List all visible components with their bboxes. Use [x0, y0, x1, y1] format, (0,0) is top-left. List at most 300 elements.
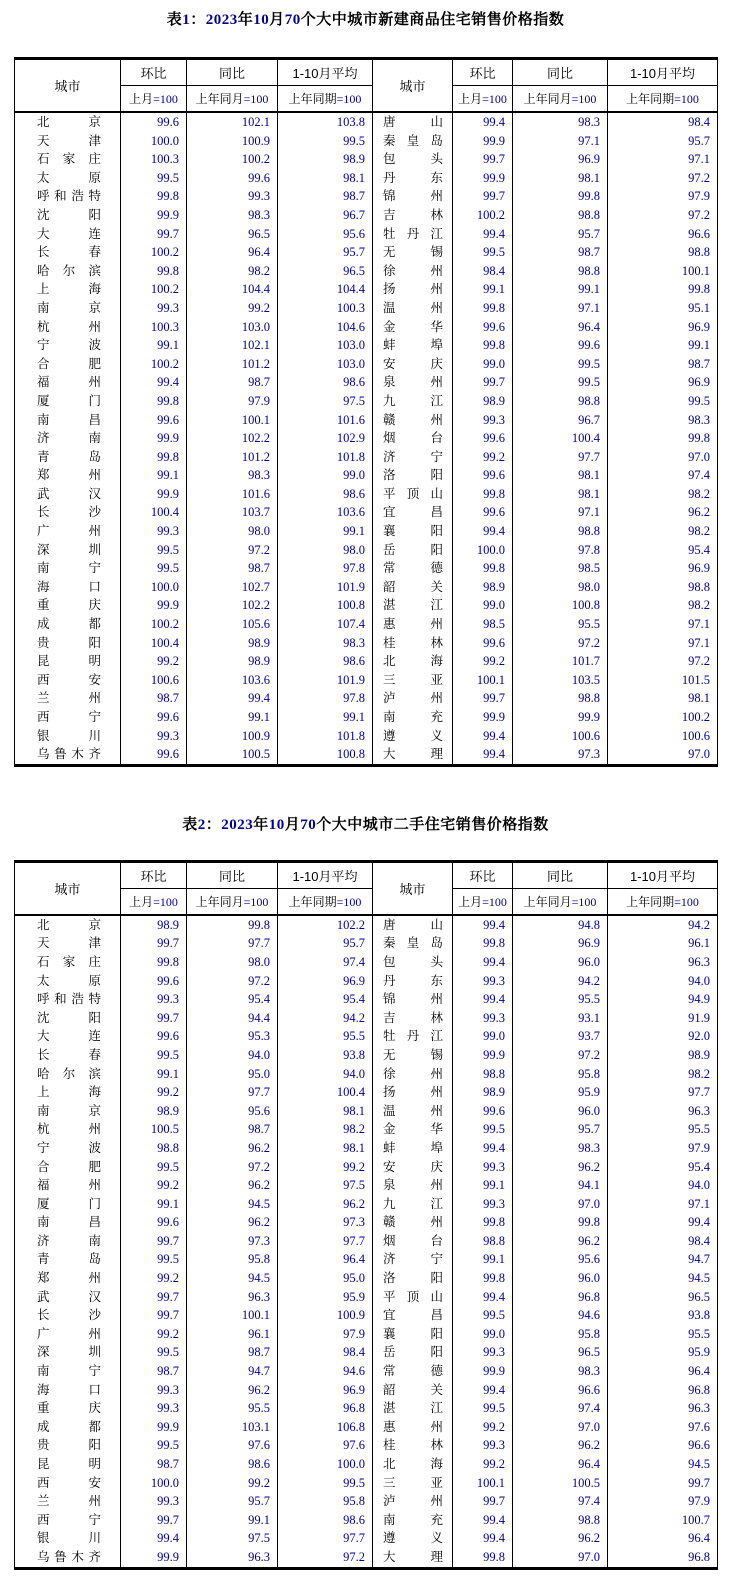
city-name-cell: 赣州	[373, 1213, 453, 1232]
city-name-cell: 平顶山	[373, 1288, 453, 1307]
avg-value-cell: 99.5	[278, 132, 373, 151]
avg-value-cell: 100.9	[278, 1306, 373, 1325]
yoy-value-cell: 96.3	[187, 1288, 278, 1307]
mom-value-cell: 99.8	[121, 953, 187, 972]
yoy-value-cell: 103.5	[513, 671, 608, 690]
col-base-mom-left: 上月=100	[121, 888, 187, 915]
city-name-cell: 哈尔滨	[15, 1065, 121, 1084]
yoy-value-cell: 97.4	[513, 1492, 608, 1511]
city-name-cell: 武汉	[15, 485, 121, 504]
city-name-cell: 西安	[15, 1474, 121, 1493]
yoy-value-cell: 95.8	[187, 1250, 278, 1269]
city-name-cell: 九江	[373, 1195, 453, 1214]
mom-value-cell: 99.7	[453, 187, 513, 206]
city-name-cell: 呼和浩特	[15, 187, 121, 206]
city-name-cell: 锦州	[373, 990, 453, 1009]
yoy-value-cell: 100.2	[187, 150, 278, 169]
city-row	[15, 1492, 718, 1511]
avg-value-cell: 95.7	[278, 934, 373, 953]
city-name-cell: 泸州	[373, 689, 453, 708]
city-name-cell: 上海	[15, 280, 121, 299]
avg-value-cell: 95.1	[608, 299, 718, 318]
avg-value-cell: 97.2	[608, 652, 718, 671]
yoy-value-cell: 98.5	[513, 559, 608, 578]
mom-value-cell: 99.8	[453, 485, 513, 504]
mom-value-cell: 99.1	[453, 280, 513, 299]
mom-value-cell: 99.5	[453, 243, 513, 262]
city-row	[15, 355, 718, 374]
mom-value-cell: 99.8	[453, 299, 513, 318]
avg-value-cell: 98.2	[608, 596, 718, 615]
avg-value-cell: 100.8	[278, 596, 373, 615]
avg-value-cell: 97.9	[608, 1139, 718, 1158]
mom-value-cell: 99.6	[121, 745, 187, 765]
city-name-cell: 广州	[15, 522, 121, 541]
avg-value-cell: 98.8	[608, 578, 718, 597]
city-name-cell: 天津	[15, 934, 121, 953]
avg-value-cell: 98.2	[608, 1065, 718, 1084]
yoy-value-cell: 96.9	[513, 150, 608, 169]
city-name-cell: 无锡	[373, 1046, 453, 1065]
col-base-mom-right: 上月=100	[453, 888, 513, 915]
yoy-value-cell: 96.2	[513, 1232, 608, 1251]
avg-value-cell: 98.7	[608, 355, 718, 374]
yoy-value-cell: 95.7	[187, 1492, 278, 1511]
city-row	[15, 708, 718, 727]
col-header-yoy-right: 同比	[513, 59, 608, 86]
city-name-cell: 牡丹江	[373, 225, 453, 244]
avg-value-cell: 97.2	[608, 169, 718, 188]
city-row	[15, 1436, 718, 1455]
avg-value-cell: 97.6	[278, 1436, 373, 1455]
mom-value-cell: 99.1	[121, 1195, 187, 1214]
city-row	[15, 1306, 718, 1325]
mom-value-cell: 99.2	[121, 1269, 187, 1288]
yoy-value-cell: 97.6	[187, 1436, 278, 1455]
city-name-cell: 吉林	[373, 206, 453, 225]
city-row	[15, 1009, 718, 1028]
yoy-value-cell: 98.6	[187, 1455, 278, 1474]
yoy-value-cell: 94.1	[513, 1176, 608, 1195]
mom-value-cell: 99.9	[453, 1362, 513, 1381]
yoy-value-cell: 99.8	[513, 1213, 608, 1232]
mom-value-cell: 99.2	[453, 1455, 513, 1474]
city-name-cell: 贵阳	[15, 634, 121, 653]
avg-value-cell: 96.2	[608, 503, 718, 522]
city-name-cell: 厦门	[15, 392, 121, 411]
city-row	[15, 727, 718, 746]
mom-value-cell: 98.8	[121, 1139, 187, 1158]
avg-value-cell: 97.5	[278, 392, 373, 411]
avg-value-cell: 98.2	[608, 485, 718, 504]
city-name-cell: 银川	[15, 1529, 121, 1548]
city-name-cell: 蚌埠	[373, 336, 453, 355]
mom-value-cell: 98.9	[121, 1102, 187, 1121]
avg-value-cell: 100.3	[278, 299, 373, 318]
avg-value-cell: 98.6	[278, 485, 373, 504]
city-row	[15, 541, 718, 560]
city-row	[15, 1046, 718, 1065]
avg-value-cell: 96.5	[278, 262, 373, 281]
col-base-avg-right: 上年同期=100	[608, 86, 718, 113]
avg-value-cell: 98.1	[608, 689, 718, 708]
col-base-avg-left: 上年同期=100	[278, 888, 373, 915]
yoy-value-cell: 96.2	[187, 1213, 278, 1232]
city-row	[15, 318, 718, 337]
city-row	[15, 1381, 718, 1400]
city-name-cell: 包头	[373, 150, 453, 169]
city-row	[15, 392, 718, 411]
yoy-value-cell: 103.0	[187, 318, 278, 337]
city-name-cell: 重庆	[15, 1399, 121, 1418]
mom-value-cell: 99.1	[453, 1250, 513, 1269]
yoy-value-cell: 96.2	[513, 1529, 608, 1548]
city-name-cell: 深圳	[15, 1343, 121, 1362]
avg-value-cell: 95.9	[278, 1288, 373, 1307]
city-row	[15, 1083, 718, 1102]
avg-value-cell: 99.8	[608, 280, 718, 299]
city-row	[15, 972, 718, 991]
avg-value-cell: 99.5	[278, 1474, 373, 1493]
yoy-value-cell: 98.7	[187, 1120, 278, 1139]
mom-value-cell: 99.3	[121, 727, 187, 746]
city-name-cell: 三亚	[373, 1474, 453, 1493]
avg-value-cell: 96.9	[608, 559, 718, 578]
mom-value-cell: 99.0	[453, 1027, 513, 1046]
avg-value-cell: 97.8	[278, 689, 373, 708]
mom-value-cell: 99.1	[121, 1065, 187, 1084]
avg-value-cell: 100.4	[278, 1083, 373, 1102]
yoy-value-cell: 98.3	[187, 466, 278, 485]
yoy-value-cell: 97.0	[513, 1418, 608, 1437]
mom-value-cell: 99.4	[453, 745, 513, 765]
yoy-value-cell: 99.9	[513, 708, 608, 727]
yoy-value-cell: 96.7	[513, 411, 608, 430]
yoy-value-cell: 100.9	[187, 727, 278, 746]
yoy-value-cell: 102.7	[187, 578, 278, 597]
avg-value-cell: 96.4	[608, 1362, 718, 1381]
yoy-value-cell: 94.2	[513, 972, 608, 991]
mom-value-cell: 99.5	[121, 1436, 187, 1455]
city-name-cell: 西宁	[15, 708, 121, 727]
city-name-cell: 丹东	[373, 169, 453, 188]
yoy-value-cell: 102.1	[187, 112, 278, 132]
mom-value-cell: 99.4	[453, 1511, 513, 1530]
city-name-cell: 唐山	[373, 112, 453, 132]
yoy-value-cell: 98.8	[513, 522, 608, 541]
avg-value-cell: 99.7	[608, 1474, 718, 1493]
city-name-cell: 杭州	[15, 318, 121, 337]
yoy-value-cell: 94.5	[187, 1269, 278, 1288]
city-name-cell: 洛阳	[373, 466, 453, 485]
table-header	[15, 59, 718, 113]
city-row	[15, 1065, 718, 1084]
city-name-cell: 沈阳	[15, 206, 121, 225]
yoy-value-cell: 96.3	[187, 1548, 278, 1568]
mom-value-cell: 99.5	[453, 1306, 513, 1325]
city-name-cell: 泸州	[373, 1492, 453, 1511]
city-row	[15, 1195, 718, 1214]
avg-value-cell: 98.4	[278, 1343, 373, 1362]
yoy-value-cell: 104.4	[187, 280, 278, 299]
city-row	[15, 1158, 718, 1177]
city-name-cell: 遵义	[373, 1529, 453, 1548]
avg-value-cell: 98.3	[608, 411, 718, 430]
city-name-cell: 泉州	[373, 373, 453, 392]
col-base-yoy-right: 上年同月=100	[513, 888, 608, 915]
avg-value-cell: 91.9	[608, 1009, 718, 1028]
city-name-cell: 北海	[373, 652, 453, 671]
city-row	[15, 1474, 718, 1493]
mom-value-cell: 99.1	[453, 1176, 513, 1195]
city-row	[15, 1250, 718, 1269]
yoy-value-cell: 96.0	[513, 1102, 608, 1121]
yoy-value-cell: 100.5	[187, 745, 278, 765]
city-row	[15, 1269, 718, 1288]
city-row	[15, 596, 718, 615]
yoy-value-cell: 98.2	[187, 262, 278, 281]
city-name-cell: 桂林	[373, 634, 453, 653]
yoy-value-cell: 95.5	[513, 990, 608, 1009]
city-row	[15, 112, 718, 132]
avg-value-cell: 97.7	[608, 1083, 718, 1102]
mom-value-cell: 99.2	[453, 448, 513, 467]
col-base-yoy-left: 上年同月=100	[187, 86, 278, 113]
city-row	[15, 132, 718, 151]
city-name-cell: 大连	[15, 225, 121, 244]
yoy-value-cell: 99.1	[187, 1511, 278, 1530]
avg-value-cell: 97.9	[608, 187, 718, 206]
city-name-cell: 乌鲁木齐	[15, 1548, 121, 1568]
city-name-cell: 兰州	[15, 1492, 121, 1511]
yoy-value-cell: 98.7	[187, 559, 278, 578]
yoy-value-cell: 96.4	[513, 1455, 608, 1474]
avg-value-cell: 96.9	[608, 318, 718, 337]
table2-section	[0, 813, 731, 1570]
city-name-cell: 丹东	[373, 972, 453, 991]
mom-value-cell: 99.3	[121, 522, 187, 541]
avg-value-cell: 92.0	[608, 1027, 718, 1046]
yoy-value-cell: 102.2	[187, 429, 278, 448]
yoy-value-cell: 97.2	[187, 1158, 278, 1177]
mom-value-cell: 99.3	[121, 1492, 187, 1511]
yoy-value-cell: 100.9	[187, 132, 278, 151]
mom-value-cell: 100.0	[121, 578, 187, 597]
yoy-value-cell: 99.8	[513, 187, 608, 206]
avg-value-cell: 95.4	[608, 541, 718, 560]
city-name-cell: 南宁	[15, 1362, 121, 1381]
yoy-value-cell: 99.4	[187, 689, 278, 708]
avg-value-cell: 97.5	[278, 1176, 373, 1195]
city-row	[15, 299, 718, 318]
city-name-cell: 宜昌	[373, 1306, 453, 1325]
yoy-value-cell: 96.1	[187, 1325, 278, 1344]
mom-value-cell: 99.8	[453, 336, 513, 355]
city-name-cell: 温州	[373, 299, 453, 318]
col-base-avg-right: 上年同期=100	[608, 888, 718, 915]
avg-value-cell: 97.9	[278, 1325, 373, 1344]
city-name-cell: 赣州	[373, 411, 453, 430]
mom-value-cell: 99.4	[453, 915, 513, 935]
city-row	[15, 187, 718, 206]
mom-value-cell: 99.9	[121, 1418, 187, 1437]
mom-value-cell: 99.0	[453, 596, 513, 615]
mom-value-cell: 99.6	[121, 972, 187, 991]
yoy-value-cell: 95.6	[187, 1102, 278, 1121]
avg-value-cell: 103.6	[278, 503, 373, 522]
col-base-mom-right: 上月=100	[453, 86, 513, 113]
city-name-cell: 深圳	[15, 541, 121, 560]
city-name-cell: 金华	[373, 318, 453, 337]
city-name-cell: 长春	[15, 243, 121, 262]
city-name-cell: 成都	[15, 1418, 121, 1437]
yoy-value-cell: 98.7	[187, 373, 278, 392]
col-header-mom-right: 环比	[453, 59, 513, 86]
city-row	[15, 1176, 718, 1195]
avg-value-cell: 94.0	[278, 1065, 373, 1084]
mom-value-cell: 99.2	[121, 1176, 187, 1195]
city-row	[15, 1232, 718, 1251]
col-header-avg-left: 1-10月平均	[278, 861, 373, 888]
city-row	[15, 169, 718, 188]
yoy-value-cell: 103.1	[187, 1418, 278, 1437]
city-row	[15, 1213, 718, 1232]
mom-value-cell: 99.3	[121, 299, 187, 318]
city-name-cell: 常德	[373, 559, 453, 578]
yoy-value-cell: 101.2	[187, 355, 278, 374]
city-name-cell: 太原	[15, 972, 121, 991]
avg-value-cell: 97.1	[608, 634, 718, 653]
city-name-cell: 岳阳	[373, 1343, 453, 1362]
mom-value-cell: 100.0	[121, 132, 187, 151]
city-name-cell: 武汉	[15, 1288, 121, 1307]
col-header-mom-left: 环比	[121, 59, 187, 86]
avg-value-cell: 98.3	[278, 634, 373, 653]
city-name-cell: 宁波	[15, 336, 121, 355]
mom-value-cell: 98.7	[121, 1362, 187, 1381]
mom-value-cell: 99.8	[453, 559, 513, 578]
city-row	[15, 990, 718, 1009]
yoy-value-cell: 97.4	[513, 1399, 608, 1418]
mom-value-cell: 99.0	[453, 355, 513, 374]
mom-value-cell: 99.9	[121, 206, 187, 225]
city-name-cell: 惠州	[373, 1418, 453, 1437]
city-name-cell: 韶关	[373, 578, 453, 597]
city-name-cell: 哈尔滨	[15, 262, 121, 281]
yoy-value-cell: 99.2	[187, 1474, 278, 1493]
mom-value-cell: 100.2	[121, 615, 187, 634]
avg-value-cell: 94.2	[278, 1009, 373, 1028]
city-name-cell: 三亚	[373, 671, 453, 690]
city-row	[15, 485, 718, 504]
city-name-cell: 锦州	[373, 187, 453, 206]
avg-value-cell: 98.9	[278, 150, 373, 169]
mom-value-cell: 99.8	[453, 934, 513, 953]
avg-value-cell: 96.1	[608, 934, 718, 953]
mom-value-cell: 100.2	[453, 206, 513, 225]
mom-value-cell: 99.9	[121, 1548, 187, 1568]
avg-value-cell: 103.0	[278, 355, 373, 374]
yoy-value-cell: 96.5	[187, 225, 278, 244]
yoy-value-cell: 94.0	[187, 1046, 278, 1065]
mom-value-cell: 99.8	[453, 1269, 513, 1288]
city-name-cell: 济宁	[373, 448, 453, 467]
avg-value-cell: 103.8	[278, 112, 373, 132]
avg-value-cell: 99.1	[278, 708, 373, 727]
yoy-value-cell: 98.9	[187, 652, 278, 671]
mom-value-cell: 99.2	[121, 652, 187, 671]
mom-value-cell: 99.2	[453, 652, 513, 671]
city-name-cell: 乌鲁木齐	[15, 745, 121, 765]
yoy-value-cell: 99.5	[513, 373, 608, 392]
mom-value-cell: 99.3	[453, 1343, 513, 1362]
city-row	[15, 336, 718, 355]
col-base-avg-left: 上年同期=100	[278, 86, 373, 113]
city-name-cell: 南京	[15, 1102, 121, 1121]
yoy-value-cell: 98.1	[513, 169, 608, 188]
city-row	[15, 578, 718, 597]
avg-value-cell: 94.9	[608, 990, 718, 1009]
mom-value-cell: 98.5	[453, 615, 513, 634]
yoy-value-cell: 105.6	[187, 615, 278, 634]
yoy-value-cell: 100.5	[513, 1474, 608, 1493]
yoy-value-cell: 97.2	[187, 541, 278, 560]
avg-value-cell: 98.9	[608, 1046, 718, 1065]
avg-value-cell: 96.9	[278, 972, 373, 991]
city-row	[15, 1288, 718, 1307]
avg-value-cell: 97.2	[278, 1548, 373, 1568]
avg-value-cell: 95.4	[278, 990, 373, 1009]
mom-value-cell: 99.6	[121, 1213, 187, 1232]
avg-value-cell: 98.2	[608, 522, 718, 541]
mom-value-cell: 99.5	[121, 169, 187, 188]
city-name-cell: 徐州	[373, 1065, 453, 1084]
mom-value-cell: 99.6	[121, 1027, 187, 1046]
yoy-value-cell: 96.2	[187, 1381, 278, 1400]
mom-value-cell: 99.7	[453, 150, 513, 169]
city-name-cell: 南昌	[15, 411, 121, 430]
city-name-cell: 长沙	[15, 1306, 121, 1325]
city-name-cell: 西宁	[15, 1511, 121, 1530]
yoy-value-cell: 98.7	[513, 243, 608, 262]
avg-value-cell: 99.1	[608, 336, 718, 355]
mom-value-cell: 100.2	[121, 355, 187, 374]
avg-value-cell: 96.8	[278, 1399, 373, 1418]
col-header-mom-right: 环比	[453, 861, 513, 888]
mom-value-cell: 98.9	[453, 392, 513, 411]
table1-title: 表1：2023年10月70个大中城市新建商品住宅销售价格指数	[166, 11, 565, 28]
avg-value-cell: 98.1	[278, 1102, 373, 1121]
mom-value-cell: 99.9	[121, 485, 187, 504]
city-row	[15, 1102, 718, 1121]
yoy-value-cell: 97.3	[187, 1232, 278, 1251]
yoy-value-cell: 95.8	[513, 1065, 608, 1084]
city-name-cell: 湛江	[373, 596, 453, 615]
col-header-yoy-left: 同比	[187, 861, 278, 888]
mom-value-cell: 99.5	[121, 541, 187, 560]
mom-value-cell: 99.4	[453, 990, 513, 1009]
yoy-value-cell: 96.8	[513, 1288, 608, 1307]
mom-value-cell: 99.7	[453, 689, 513, 708]
city-row	[15, 1139, 718, 1158]
avg-value-cell: 97.4	[608, 466, 718, 485]
mom-value-cell: 99.8	[121, 392, 187, 411]
table2-title: 表2：2023年10月70个大中城市二手住宅销售价格指数	[182, 815, 549, 833]
mom-value-cell: 98.9	[121, 915, 187, 935]
avg-value-cell: 101.6	[278, 411, 373, 430]
mom-value-cell: 100.4	[121, 503, 187, 522]
city-name-cell: 海口	[15, 1381, 121, 1400]
